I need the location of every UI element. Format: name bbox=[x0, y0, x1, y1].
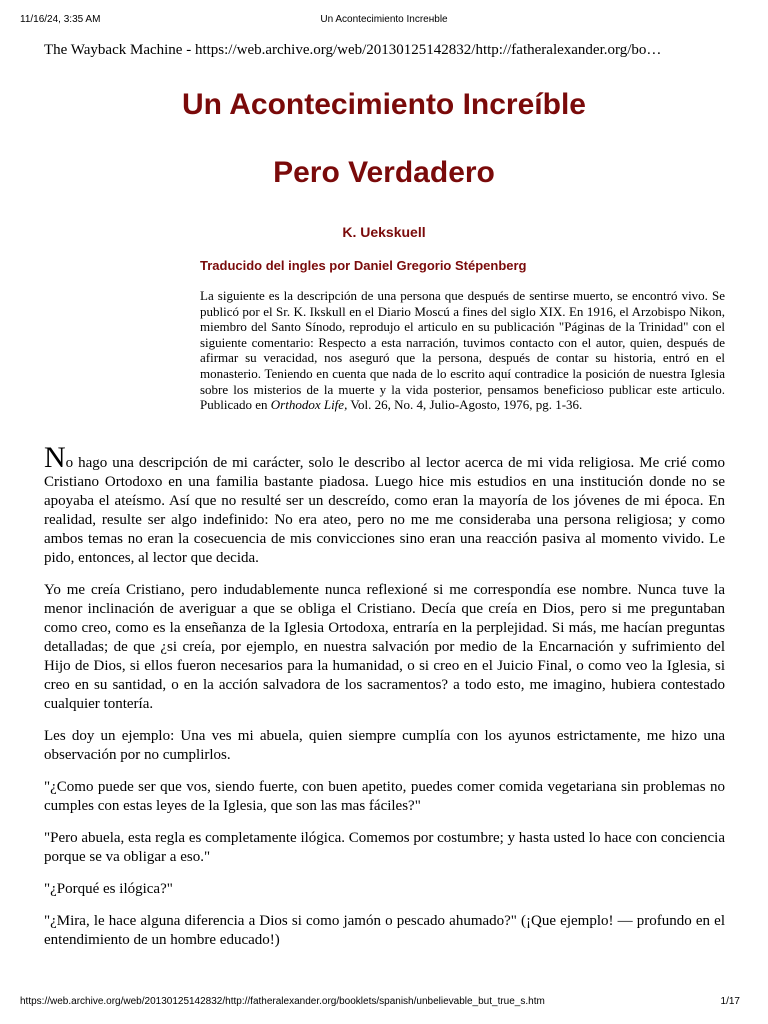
body-paragraph-6: "¿Porqué es ilógica?" bbox=[44, 881, 173, 897]
translator-credit: Traducido del ingles por Daniel Gregorio Stépenberg bbox=[200, 258, 527, 273]
page-subtitle: Pero Verdadero bbox=[273, 156, 495, 189]
wayback-banner[interactable]: The Wayback Machine - https://web.archive.org/web/20130125142832/http://fatheralexander.org/bo… bbox=[44, 42, 662, 58]
journal-name: Orthodox Life, bbox=[270, 397, 348, 413]
body-paragraph-2: Yo me creía Cristiano, pero indudablemente nunca reflexioné si me correspondía ese nombre. Nunca tuve la menor inclinación de averiguar a que se obliga el Cristiano. Decía que creía en Dios, pero si me preguntaban como creo, como es la enseñanza de la Iglesia Ortodoxa, entraría en la perplejidad. Si más, me hacían preguntas detalladas; de que ¿si creía, por ejemplo, en nuestra salvación por medio de la Encarnación y sufrimiento del Hijo de Dios, si ellos fueron necesarios para la humanidad, o si creo en el Juicio Final, o como veo la Iglesia, si creo en su santidad, o en la acción salvadora de los sacramentos? a todo esto, me imagino, hubiera contestado cualquier tontería. bbox=[44, 582, 725, 712]
drop-cap: N bbox=[44, 441, 66, 474]
print-datetime: 11/16/24, 3:35 AM bbox=[20, 14, 101, 25]
print-header bbox=[20, 14, 748, 28]
body-paragraph-5: "Pero abuela, esta regla es completamente ilógica. Comemos por costumbre; y hasta usted lo hace con conciencia porque se va obligar a eso." bbox=[44, 830, 725, 865]
intro-paragraph bbox=[200, 288, 725, 413]
page-number: 1/17 bbox=[720, 996, 740, 1007]
article-body bbox=[44, 441, 725, 963]
body-paragraph-7: "¿Mira, le hace alguna diferencia a Dios si como jamón o pescado ahumado?" (¡Que ejemplo! — profundo en el entendimiento de un hombre educado!) bbox=[44, 913, 725, 948]
print-doc-title: Un Acontecimiento Increнble bbox=[320, 14, 448, 25]
intro-text: La siguiente es la descripción de una persona que después de sentirse muerto, se encontró vivo. Se publicó por el Sr. K. Ikskull en el Diario Moscú a fines del siglo XIX. En 1916, el Arzobispo Nikon, miembro del Santo Sínodo, reprodujo el articulo en su publicación "Páginas de la Trinidad" con el siguiente comentario: Respecto a esta narración, tuvimos contacto con el autor, quien, después de afirmar su veracidad, nos aseguró que la persona, después de contar su historia, entró en el monasterio. Teniendo en cuenta que nada de lo escrito aquí contradice la posición de nuestra Iglesia sobre los misterios de la muerte y la vida posterior, pensamos beneficioso publicar este articulo. Publicado en bbox=[200, 288, 725, 413]
body-paragraph-1-text: o hago una descripción de mi carácter, solo le describo al lector acerca de mi vida religiosa. Me crié como Cristiano Ortodoxo en una familia bastante piadosa. Luego hice mis estudios en una institución donde no se apoyaba el ateísmo. Así que no resulté ser un descreído, como eran la mayoría de los jóvenes de mi época. En realidad, resulte ser algo indefinido: No era ateo, pero no me me consideraba una persona religiosa; y como ambos temas no eran la cosecuencia de mis convicciones sino eran una reacción pasiva al momento vivido. Le pido, entonces, al lector que decida. bbox=[44, 455, 725, 566]
print-footer-url[interactable]: https://web.archive.org/web/20130125142832/http://fatheralexander.org/booklets/spanish/unbelievable_but_true_s.htm bbox=[20, 996, 545, 1007]
print-footer bbox=[20, 996, 740, 1010]
author-name: K. Uekskuell bbox=[342, 224, 426, 240]
body-paragraph-4: "¿Como puede ser que vos, siendo fuerte, con buen apetito, puedes comer comida vegetariana sin problemas no cumples con estas leyes de la Iglesia, que son las mas fáciles?" bbox=[44, 779, 725, 814]
body-paragraph-1 bbox=[44, 441, 725, 568]
body-paragraph-3: Les doy un ejemplo: Una ves mi abuela, quien siempre cumplía con los ayunos estrictamente, me hizo una observación por no cumplirlos. bbox=[44, 728, 725, 763]
journal-citation: Vol. 26, No. 4, Julio-Agosto, 1976, pg. 1-36. bbox=[350, 397, 583, 413]
page-title: Un Acontecimiento Increíble bbox=[182, 88, 586, 121]
